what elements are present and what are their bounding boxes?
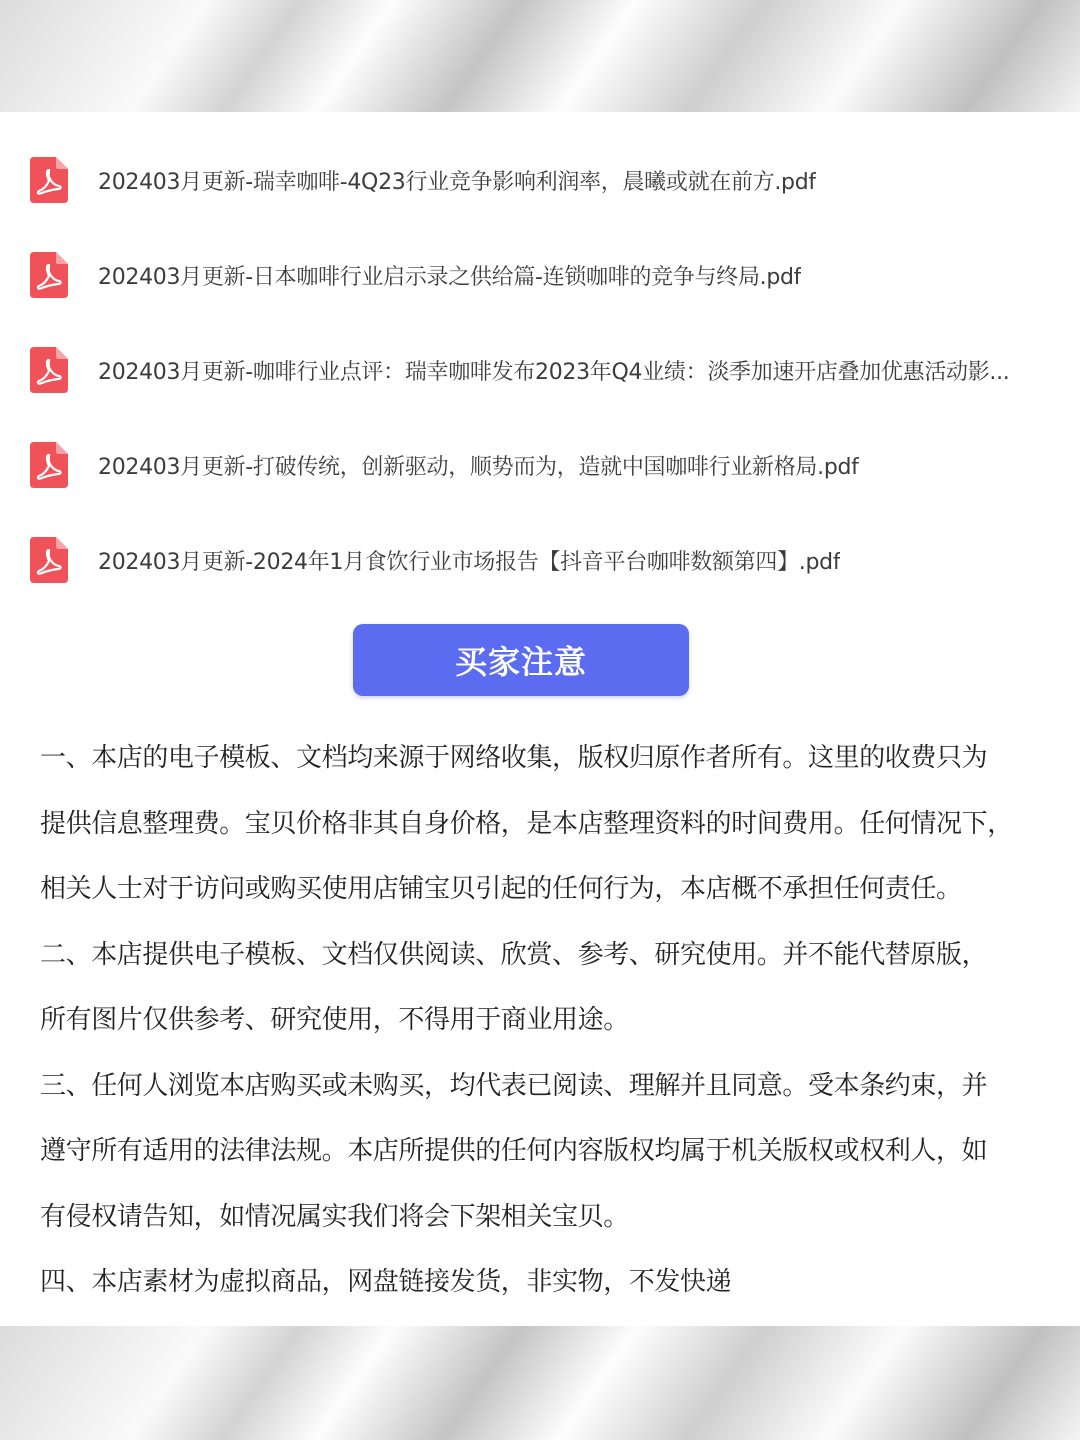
content-card xyxy=(0,112,1080,1326)
notice-line: 相关人士对于访问或购买使用店铺宝贝引起的任何行为，本店概不承担任何责任。 xyxy=(40,874,962,904)
file-name[interactable]: 202403月更新-瑞幸咖啡-4Q23行业竞争影响利润率，晨曦或就在前方.pdf xyxy=(98,169,816,195)
file-name[interactable]: 202403月更新-日本咖啡行业启示录之供给篇-连锁咖啡的竞争与终局.pdf xyxy=(98,264,802,290)
file-name[interactable]: 202403月更新-咖啡行业点评：瑞幸咖啡发布2023年Q4业绩：淡季加速开店叠加优惠活动影... xyxy=(98,359,1010,385)
pdf-icon xyxy=(30,537,68,583)
notice-line: 四、本店素材为虚拟商品，网盘链接发货，非实物，不发快递 xyxy=(40,1267,732,1297)
notice-line: 所有图片仅供参考、研究使用，不得用于商业用途。 xyxy=(40,1005,629,1035)
file-name[interactable]: 202403月更新-2024年1月食饮行业市场报告【抖音平台咖啡数额第四】.pdf xyxy=(98,549,841,575)
notice-text xyxy=(40,726,1065,1316)
file-item[interactable] xyxy=(30,342,1060,398)
file-item[interactable] xyxy=(30,437,1060,493)
pdf-icon xyxy=(30,157,68,203)
pdf-icon xyxy=(30,442,68,488)
file-name[interactable]: 202403月更新-打破传统，创新驱动，顺势而为，造就中国咖啡行业新格局.pdf xyxy=(98,454,859,480)
notice-line: 遵守所有适用的法律法规。本店所提供的任何内容版权均属于机关版权或权利人，如 xyxy=(40,1136,988,1166)
pdf-icon xyxy=(30,252,68,298)
notice-line: 提供信息整理费。宝贝价格非其自身价格，是本店整理资料的时间费用。任何情况下， xyxy=(40,808,1013,839)
file-item[interactable] xyxy=(30,247,1060,303)
notice-line: 一、本店的电子模板、文档均来源于网络收集，版权归原作者所有。这里的收费只为 xyxy=(40,743,988,773)
notice-line: 有侵权请告知，如情况属实我们将会下架相关宝贝。 xyxy=(40,1201,629,1232)
buyer-notice-button[interactable]: 买家注意 xyxy=(353,624,689,696)
background-top-decoration xyxy=(0,0,1080,112)
file-item[interactable] xyxy=(30,532,1060,588)
background-bottom-decoration xyxy=(0,1326,1080,1440)
file-item[interactable] xyxy=(30,152,1060,208)
pdf-icon xyxy=(30,347,68,393)
notice-line: 二、本店提供电子模板、文档仅供阅读、欣赏、参考、研究使用。并不能代替原版， xyxy=(40,939,988,970)
notice-line: 三、任何人浏览本店购买或未购买，均代表已阅读、理解并且同意。受本条约束，并 xyxy=(40,1070,988,1101)
